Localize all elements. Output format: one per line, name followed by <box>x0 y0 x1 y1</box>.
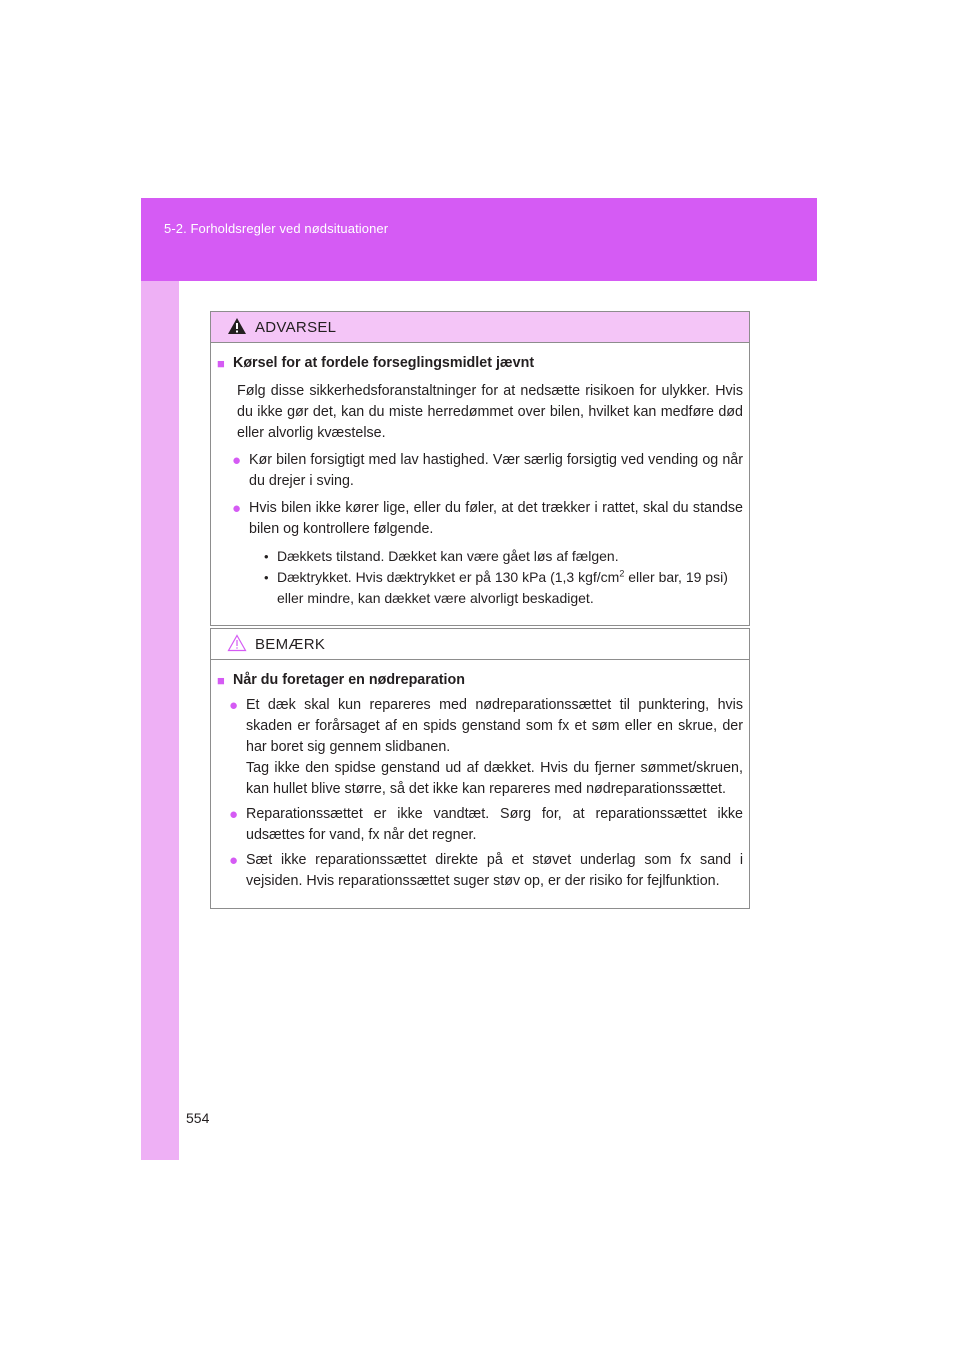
square-bullet-icon: ■ <box>217 673 225 688</box>
note-label: BEMÆRK <box>255 635 326 653</box>
warning-triangle-filled-icon <box>227 317 249 337</box>
note-body <box>211 660 749 908</box>
circle-bullet-icon: ● <box>232 500 242 517</box>
section-title: 5-2. Forholdsregler ved nødsituationer <box>164 221 389 236</box>
circle-bullet-icon: ● <box>229 806 239 823</box>
warning-box <box>210 311 750 626</box>
sub-item-text-continued: eller bar, 19 psi) eller mindre, kan dækket være alvorligt beskadiget. <box>277 569 728 606</box>
square-bullet-icon: ■ <box>217 356 225 371</box>
note-heading <box>217 670 743 691</box>
warning-label: ADVARSEL <box>255 318 337 336</box>
list-item: ● Reparationssættet er ikke vandtæt. Sørg for, at reparationssættet ikke udsættes for vand, fx når det regner. <box>217 804 743 846</box>
warning-heading-text: Kørsel for at fordele forseglingsmidlet jævnt <box>233 355 535 371</box>
warning-intro: Følg disse sikkerhedsforanstaltninger for at nedsætte risikoen for ulykker. Hvis du ikke gør det, kan du miste herredømmet over bilen, hvilket kan medføre død eller alvorlig kvæstelse. <box>237 383 743 441</box>
warning-header <box>211 312 749 343</box>
sub-list-item <box>217 567 743 609</box>
note-heading-text: Når du foretager en nødreparation <box>233 672 465 688</box>
note-box <box>210 628 750 909</box>
caution-triangle-outline-icon <box>227 634 249 654</box>
small-bullet-icon: • <box>264 549 269 564</box>
list-item: ● Hvis bilen ikke kører lige, eller du føler, at det trækker i rattet, skal du standse bilen og kontrollere følgende. <box>217 498 743 540</box>
sub-list-item: • Dækkets tilstand. Dækket kan være gået løs af fælgen. <box>217 546 743 567</box>
sub-item-text: Dæktrykket. Hvis dæktrykket er på 130 kPa (1,3 kgf/cm <box>277 569 620 585</box>
header-band <box>141 198 817 281</box>
list-item: ● Kør bilen forsigtigt med lav hastighed. Vær særlig forsigtig ved vending og når du drejer i sving. <box>217 450 743 492</box>
warning-heading <box>217 353 743 374</box>
superscript: 2 <box>619 568 625 579</box>
circle-bullet-icon: ● <box>229 697 239 714</box>
small-bullet-icon: • <box>264 570 269 585</box>
circle-bullet-icon: ● <box>232 452 242 469</box>
list-item: ● Sæt ikke reparationssættet direkte på et støvet underlag som fx sand i vejsiden. Hvis reparationssættet suger støv op, er der risiko for fejlfunktion. <box>217 850 743 892</box>
list-item-text: Et dæk skal kun repareres med nødreparationssættet til punktering, hvis skaden er forårsaget af en spids genstand som fx et søm eller en skrue, der har boret sig gennem slidbanen. <box>246 697 743 755</box>
list-item <box>217 695 743 800</box>
circle-bullet-icon: ● <box>229 852 239 869</box>
note-header <box>211 629 749 660</box>
list-item-text-continued: Tag ikke den spidse genstand ud af dækket. Hvis du fjerner sømmet/skruen, kan hullet blive større, så det ikke kan repareres med nødreparationssættet. <box>246 760 743 797</box>
warning-body <box>211 343 749 625</box>
side-strip <box>141 198 179 1160</box>
page-number: 554 <box>186 1110 210 1126</box>
